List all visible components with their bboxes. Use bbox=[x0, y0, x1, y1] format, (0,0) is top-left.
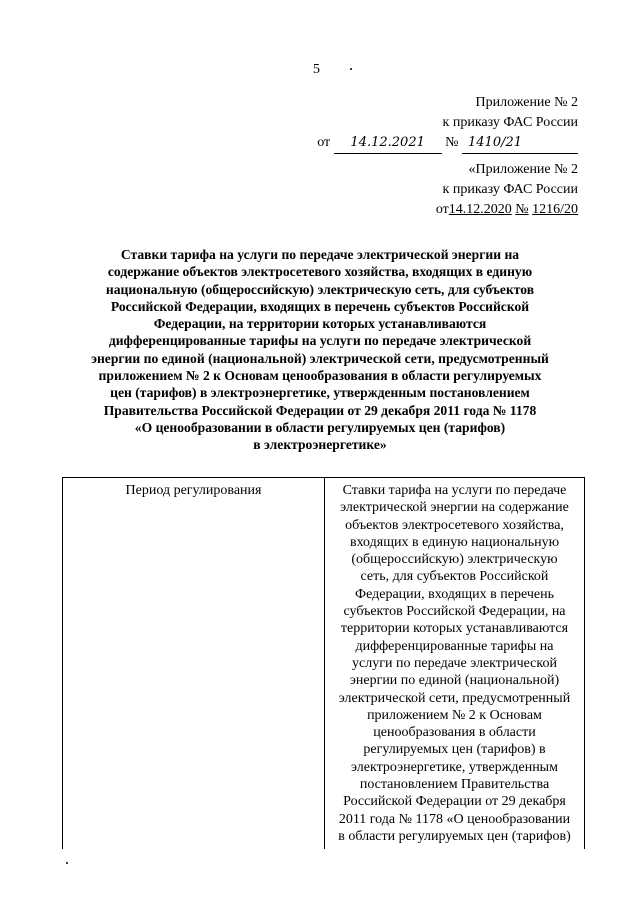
scan-speck bbox=[66, 862, 68, 864]
rates-header-line: 2011 года № 1178 «О ценообразовании bbox=[338, 811, 571, 827]
rates-header-line: Федерации, входящих в перечень bbox=[355, 586, 554, 602]
rates-header-line: входящих в единую национальную bbox=[349, 534, 560, 550]
annex-order: к приказу ФАС России bbox=[442, 182, 578, 197]
page-number: 5 bbox=[313, 62, 320, 77]
rates-header-line: объектов электросетевого хозяйства, bbox=[345, 517, 564, 533]
from-label: от bbox=[435, 202, 449, 217]
title-line: Ставки тарифа на услуги по передаче электрической энергии на bbox=[120, 247, 520, 262]
rates-header-line: услуги по передаче электрической bbox=[352, 655, 557, 671]
rates-header-line: электроэнергетике, утвержденным bbox=[351, 759, 558, 775]
rates-header-line: энергии по единой (национальной) bbox=[349, 673, 560, 689]
document-title bbox=[58, 246, 582, 454]
annex-order: к приказу ФАС России bbox=[442, 115, 578, 130]
annex-date-line bbox=[317, 133, 578, 154]
number-label: № bbox=[445, 135, 459, 150]
period-header-label: Период регулирования bbox=[125, 483, 262, 498]
title-line: Правительства Российской Федерации от 29 декабря 2011 года № 1178 bbox=[103, 402, 537, 418]
title-line: дифференцированные тарифы на услуги по передаче электрической bbox=[108, 333, 532, 349]
rates-header-line: сеть, для субъектов Российской bbox=[360, 569, 549, 585]
from-label: от bbox=[317, 135, 331, 150]
order-date: 14.12.2020 bbox=[448, 202, 512, 217]
rates-header-line: дифференцированные тарифы на bbox=[355, 638, 554, 654]
title-line: национальную (общероссийскую) электрическую сеть, для субъектов bbox=[105, 281, 535, 297]
rates-header-line: приложением № 2 к Основам bbox=[367, 707, 542, 723]
title-line: в электроэнергетике» bbox=[253, 437, 387, 453]
rates-table bbox=[62, 477, 585, 849]
rates-header-line: электрической энергии на содержание bbox=[340, 500, 569, 516]
title-line: приложением № 2 к Основам ценообразования в области регулируемых bbox=[98, 368, 542, 384]
handwritten-date: 14.12.2021 bbox=[334, 133, 442, 154]
period-column-header bbox=[63, 478, 325, 849]
rates-column-header bbox=[325, 478, 584, 849]
title-line: цен (тарифов) в электроэнергетике, утвержденным постановлением bbox=[110, 385, 530, 401]
handwritten-number: 1410/21 bbox=[462, 133, 578, 154]
rates-header-line: субъектов Российской Федерации, на bbox=[343, 604, 566, 620]
title-line: энергии по единой (национальной) электрической сети, предусмотренный bbox=[91, 350, 549, 366]
title-line: «О ценообразовании в области регулируемых цен (тарифов) bbox=[134, 419, 506, 435]
annex-title: «Приложение № 2 bbox=[468, 162, 578, 177]
title-line: содержание объектов электросетевого хозяйства, входящих в единую bbox=[107, 264, 533, 280]
rates-header-line: территории которых устанавливаются bbox=[340, 621, 569, 637]
rates-header-line: Ставки тарифа на услуги по передаче bbox=[342, 483, 567, 498]
scan-speck bbox=[350, 68, 352, 70]
rates-header-line: Российской Федерации от 29 декабря bbox=[343, 794, 566, 810]
rates-header-line: постановлением Правительства bbox=[359, 777, 550, 793]
title-line: Федерации, на территории которых устанавливаются bbox=[153, 316, 487, 332]
annex-header-previous bbox=[436, 160, 578, 220]
rates-header-line: в области регулируемых цен (тарифов) bbox=[338, 828, 571, 844]
title-line: Российской Федерации, входящих в перечень субъектов Российской bbox=[110, 298, 530, 314]
rates-header-line: электрической сети, предусмотренный bbox=[338, 690, 571, 706]
annex-header-new bbox=[317, 93, 578, 154]
annex-title: Приложение № 2 bbox=[475, 95, 578, 110]
annex-date-line bbox=[436, 200, 578, 220]
order-number: 1216/20 bbox=[532, 202, 578, 217]
rates-header-line: регулируемых цен (тарифов) в bbox=[363, 742, 546, 758]
rates-header-line: ценообразования в области bbox=[373, 725, 536, 741]
number-label: № bbox=[515, 202, 529, 217]
rates-header-line: (общероссийскую) электрическую bbox=[351, 552, 558, 568]
